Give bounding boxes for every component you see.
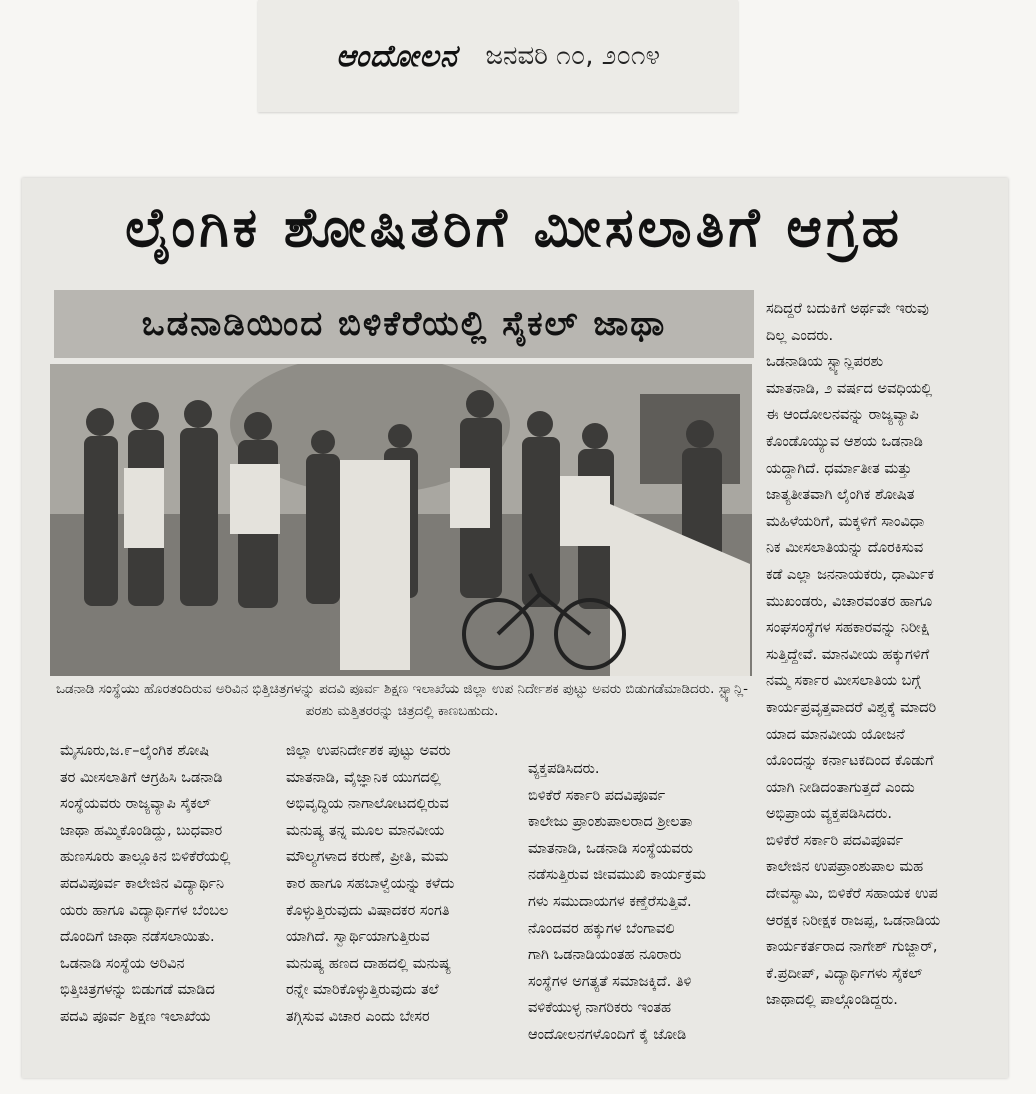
masthead-clipping	[258, 0, 738, 112]
article-subheadline: ಒಡನಾಡಿಯಿಂದ ಬಿಳಿಕೆರೆಯಲ್ಲಿ ಸೈಕಲ್ ಜಾಥಾ	[54, 290, 754, 358]
article-column-3: ವ್ಯಕ್ತಪಡಿಸಿದರು. ಬಿಳಿಕೆರೆ ಸರ್ಕಾರಿ ಪದವಿಪೂರ್ವ ಕಾಲೇಜು ಪ್ರಾಂಶುಪಾಲರಾದ ಶ್ರೀಲತಾ ಮಾತನಾಡಿ, ಒಡನಾಡಿ ಸಂಸ್ಥೆಯವರು ನಡೆಸುತ್ತಿರುವ ಜೀವಮುಖಿ ಕಾರ್ಯಕ್ರಮ ಗಳು ಸಮುದಾಯಗಳ ಕಣ್ತೆರೆಸುತ್ತಿವೆ. ನೊಂದವರ ಹಕ್ಕುಗಳ ಬೆಂಗಾವಲಿ ಗಾಗಿ ಒಡನಾಡಿಯಂತಹ ನೂರಾರು ಸಂಸ್ಥೆಗಳ ಅಗತ್ಯತೆ ಸಮಾಜಕ್ಕಿದೆ. ತಿಳಿ ವಳಿಕೆಯುಳ್ಳ ನಾಗರಿಕರು ಇಂತಹ ಆಂದೋಲನಗಳೊಂದಿಗೆ ಕೈ ಜೋಡಿ	[528, 761, 706, 1043]
article-headline: ಲೈಂಗಿಕ ಶೋಷಿತರಿಗೆ ಮೀಸಲಾತಿಗೆ ಆಗ್ರಹ	[125, 196, 903, 259]
photo-caption: ಒಡನಾಡಿ ಸಂಸ್ಥೆಯು ಹೊರತಂದಿರುವ ಅರಿವಿನ ಭಿತ್ತಿಚಿತ್ರಗಳನ್ನು ಪದವಿ ಪೂರ್ವ ಶಿಕ್ಷಣ ಇಲಾಖೆಯ ಜಿಲ್ಲಾ ಉಪ ನಿರ್ದೇಶಕ ಪುಟ್ಟು ಅವರು ಬಿಡುಗಡೆಮಾಡಿದರು. ಸ್ಟ್ಯಾನ್ಲಿ-ಪರಶು ಮತ್ತಿತರರನ್ನು ಚಿತ್ರದಲ್ಲಿ ಕಾಣಬಹುದು.	[55, 681, 749, 719]
article-clipping	[22, 178, 1008, 1078]
article-column-1: ಮೈಸೂರು,ಜ.೯–ಲೈಂಗಿಕ ಶೋಷಿ ತರ ಮೀಸಲಾತಿಗೆ ಆಗ್ರಹಿಸಿ ಒಡನಾಡಿ ಸಂಸ್ಥೆಯವರು ರಾಜ್ಯವ್ಯಾಪಿ ಸೈಕಲ್ ಜಾಥಾ ಹಮ್ಮಿಕೊಂಡಿದ್ದು, ಬುಧವಾರ ಹುಣಸೂರು ತಾಲ್ಲೂಕಿನ ಬಿಳಿಕೆರೆಯಲ್ಲಿ ಪದವಿಪೂರ್ವ ಕಾಲೇಜಿನ ವಿದ್ಯಾರ್ಥಿನಿ ಯರು ಹಾಗೂ ವಿದ್ಯಾರ್ಥಿಗಳ ಬೆಂಬಲ ದೊಂದಿಗೆ ಜಾಥಾ ನಡೆಸಲಾಯಿತು. ಒಡನಾಡಿ ಸಂಸ್ಥೆಯ ಅರಿವಿನ ಭಿತ್ತಿಚಿತ್ರಗಳನ್ನು ಬಿಡುಗಡೆ ಮಾಡಿದ ಪದವಿ ಪೂರ್ವ ಶಿಕ್ಷಣ ಇಲಾಖೆಯ	[60, 743, 231, 1025]
photo-illustration	[50, 364, 752, 676]
newspaper-logo: ಆಂದೋಲನ	[335, 38, 458, 74]
publication-date: ಜನವರಿ ೧೦, ೨೦೧೪	[485, 40, 661, 71]
article-column-4: ಸದಿದ್ದರೆ ಬದುಕಿಗೆ ಅರ್ಥವೇ ಇರುವು ದಿಲ್ಲ ಎಂದರು. ಒಡನಾಡಿಯ ಸ್ಟ್ಯಾನ್ಲಿಪರಶು ಮಾತನಾಡಿ, ೨ ವರ್ಷದ ಅವಧಿಯಲ್ಲಿ ಈ ಆಂದೋಲನವನ್ನು ರಾಜ್ಯವ್ಯಾಪಿ ಕೊಂಡೊಯ್ಯುವ ಆಶಯ ಒಡನಾಡಿ ಯದ್ದಾಗಿದೆ. ಧರ್ಮಾತೀತ ಮತ್ತು ಜಾತ್ಯತೀತವಾಗಿ ಲೈಂಗಿಕ ಶೋಷಿತ ಮಹಿಳೆಯರಿಗೆ, ಮಕ್ಕಳಿಗೆ ಸಾಂವಿಧಾ ನಿಕ ಮೀಸಲಾತಿಯನ್ನು ದೊರಕಿಸುವ ಕಡೆ ಎಲ್ಲಾ ಜನನಾಯಕರು, ಧಾರ್ಮಿಕ ಮುಖಂಡರು, ವಿಚಾರವಂತರ ಹಾಗೂ ಸಂಘಸಂಸ್ಥೆಗಳ ಸಹಕಾರವನ್ನು ನಿರೀಕ್ಷಿ ಸುತ್ತಿದ್ದೇವೆ. ಮಾನವೀಯ ಹಕ್ಕುಗಳಿಗೆ ನಮ್ಮ ಸರ್ಕಾರ ಮೀಸಲಾತಿಯ ಬಗ್ಗೆ ಕಾರ್ಯಪ್ರವೃತ್ತವಾದರೆ ವಿಶ್ವಕ್ಕೆ ಮಾದರಿ ಯಾದ ಮಾನವೀಯ ಯೋಜನೆ ಯೊಂದನ್ನು ಕರ್ನಾಟಕದಿಂದ ಕೊಡುಗೆ ಯಾಗಿ ನೀಡಿದಂತಾಗುತ್ತದೆ ಎಂದು ಅಭಿಪ್ರಾಯ ವ್ಯಕ್ತಪಡಿಸಿದರು. ಬಿಳಿಕೆರೆ ಸರ್ಕಾರಿ ಪದವಿಪೂರ್ವ ಕಾಲೇಜಿನ ಉಪಪ್ರಾಂಶುಪಾಲ ಮಹ ದೇವಸ್ವಾಮಿ, ಬಿಳಿಕೆರೆ ಸಹಾಯಕ ಉಪ ಆರಕ್ಷಕ ನಿರೀಕ್ಷಕ ರಾಜಪ್ಪ, ಒಡನಾಡಿಯ ಕಾರ್ಯಕರ್ತರಾದ ನಾಗೇಶ್ ಗುಜ್ಜಾರ್, ಕೆ.ಪ್ರದೀಪ್, ವಿದ್ಯಾರ್ಥಿಗಳು ಸೈಕಲ್ ಜಾಥಾದಲ್ಲಿ ಪಾಲ್ಗೊಂಡಿದ್ದರು.	[766, 301, 941, 1009]
article-column-2: ಜಿಲ್ಲಾ ಉಪನಿರ್ದೇಶಕ ಪುಟ್ಟು ಅವರು ಮಾತನಾಡಿ, ವೈಜ್ಞಾನಿಕ ಯುಗದಲ್ಲಿ ಅಭಿವೃದ್ಧಿಯ ನಾಗಾಲೋಟದಲ್ಲಿರುವ ಮನುಷ್ಯ ತನ್ನ ಮೂಲ ಮಾನವೀಯ ಮೌಲ್ಯಗಳಾದ ಕರುಣೆ, ಪ್ರೀತಿ, ಮಮ ಕಾರ ಹಾಗೂ ಸಹಬಾಳ್ವೆಯನ್ನು ಕಳೆದು ಕೊಳ್ಳುತ್ತಿರುವುದು ವಿಷಾದಕರ ಸಂಗತಿ ಯಾಗಿದೆ. ಸ್ವಾರ್ಥಿಯಾಗುತ್ತಿರುವ ಮನುಷ್ಯ ಹಣದ ದಾಹದಲ್ಲಿ ಮನುಷ್ಯ ರನ್ನೇ ಮಾರಿಕೊಳ್ಳುತ್ತಿರುವುದು ತಲೆ ತಗ್ಗಿಸುವ ವಿಚಾರ ಎಂದು ಬೇಸರ	[286, 743, 455, 1025]
news-photo	[50, 364, 752, 676]
